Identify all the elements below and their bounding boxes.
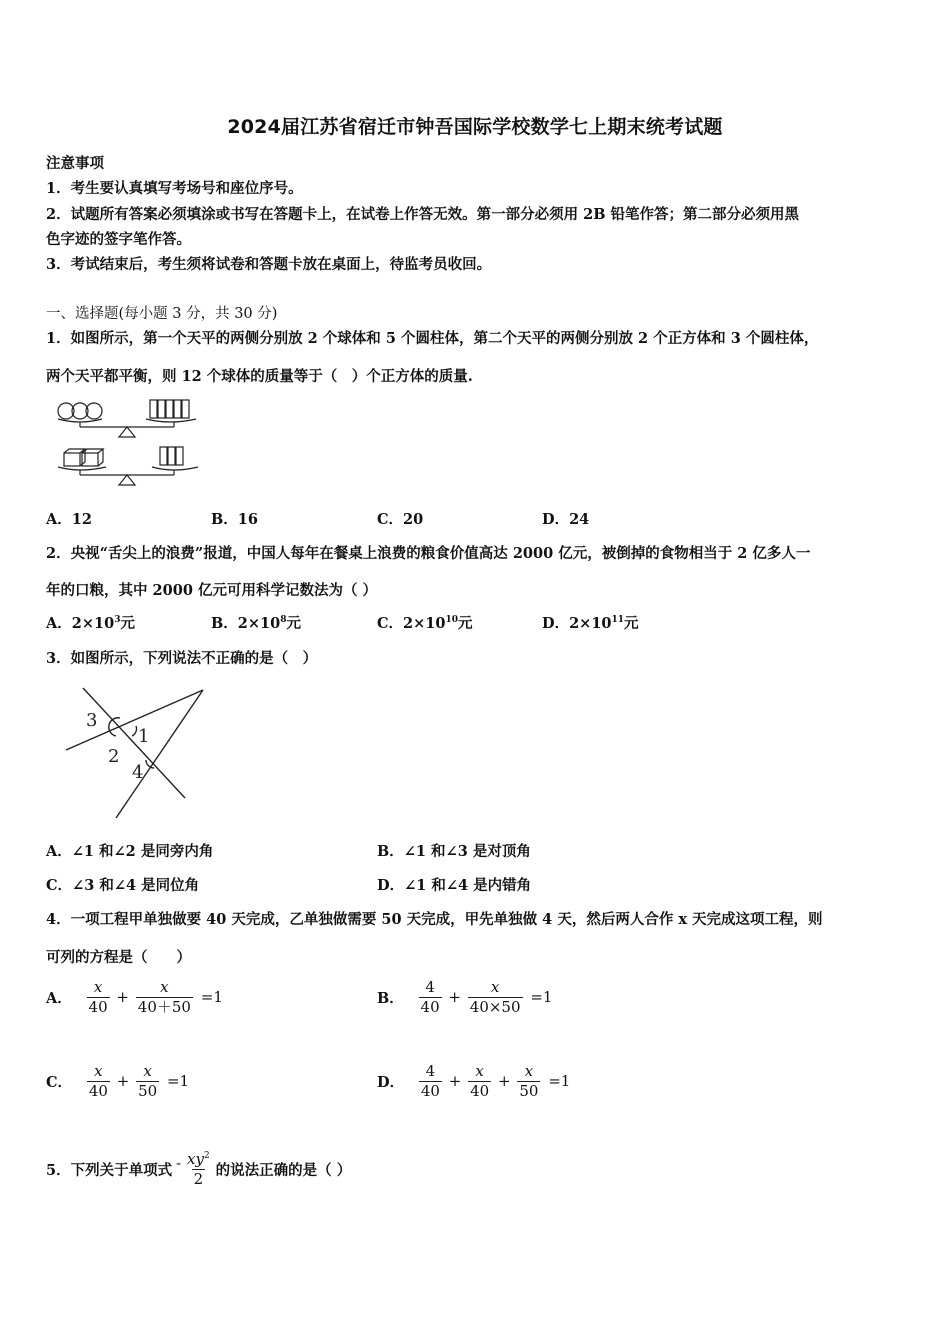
option-label: B．: [377, 989, 404, 1007]
numerator: x: [490, 978, 500, 996]
q4-option-b[interactable]: [377, 978, 552, 1017]
q2-option-b[interactable]: [211, 612, 301, 633]
cylinder: [176, 447, 183, 465]
q5-prefix: 5．下列关于单项式: [46, 1161, 173, 1179]
denominator: 40: [88, 997, 108, 1016]
option-label: D．: [377, 1073, 405, 1091]
cylinder: [160, 447, 167, 465]
option-exponent: 11: [611, 615, 625, 625]
fulcrum-2: [119, 475, 135, 485]
notice-item: 色字迹的签字笔作答。: [46, 231, 191, 248]
q3-stem: 3．如图所示，下列说法不正确的是（ ）: [46, 650, 318, 667]
q3-option-d[interactable]: D．∠1 和∠4 是内错角: [377, 877, 532, 894]
q2-option-a[interactable]: [46, 612, 135, 633]
plus-sign: +: [116, 1072, 130, 1091]
section-heading: 一、选择题(每小题 3 分，共 30 分): [46, 306, 278, 322]
q2-option-c[interactable]: [377, 612, 473, 633]
plus-sign: +: [448, 1072, 462, 1091]
numerator: x: [93, 978, 103, 996]
numerator: [185, 1150, 212, 1169]
numerator: x: [94, 1062, 103, 1080]
option-label: A．: [46, 615, 72, 632]
q1-option-a[interactable]: A．12: [46, 511, 92, 528]
notice-item: 3．考试结束后，考生须将试卷和答题卡放在桌面上，待监考员收回。: [46, 256, 492, 273]
option-label: C．: [46, 1073, 73, 1091]
q5-suffix: 的说法正确的是（ ）: [215, 1161, 352, 1179]
equals-one: =1: [200, 988, 223, 1007]
cylinder: [150, 400, 157, 418]
q1-stem-line2: 两个天平都平衡，则 12 个球体的质量等于（ ）个正方体的质量.: [46, 368, 473, 385]
option-base: 2×10: [403, 615, 446, 632]
q4-option-d[interactable]: [377, 1062, 570, 1101]
option-label: B．: [211, 615, 238, 632]
q4-option-c[interactable]: [46, 1062, 189, 1101]
option-unit: 元: [458, 615, 473, 632]
numerator-base: xy: [187, 1150, 204, 1168]
plus-sign: +: [497, 1072, 511, 1091]
cylinder: [168, 447, 175, 465]
denominator: 50: [519, 1081, 539, 1100]
q4-option-a[interactable]: [46, 978, 223, 1017]
option-base: 2×10: [569, 615, 612, 632]
fraction: [419, 1062, 442, 1101]
option-unit: 元: [624, 615, 639, 632]
denominator: 2: [193, 1169, 204, 1188]
fraction: [87, 978, 110, 1017]
fulcrum: [119, 427, 135, 437]
plus-sign: +: [448, 988, 461, 1007]
fraction: [468, 1062, 491, 1101]
denominator: 40＋50: [137, 997, 191, 1016]
q2-stem-line1: 2．央视“舌尖上的浪费”报道，中国人每年在餐桌上浪费的粮食价值高达 2000 亿元，被倒掉的食物相当于 2 亿多人一: [46, 545, 811, 562]
q2-stem-line2: 年的口粮，其中 2000 亿元可用科学记数法为（ ）: [46, 582, 377, 599]
cylinder: [182, 400, 189, 418]
angle-label-1: 1: [138, 726, 150, 747]
notice-item: 1．考生要认真填写考场号和座位序号。: [46, 180, 303, 197]
q4-stem-line1: 4．一项工程甲单独做要 40 天完成，乙单独做需要 50 天完成，甲先单独做 4 天，然后两人合作 x 天完成这项工程，则: [46, 911, 823, 928]
left-pan-2: [58, 467, 106, 470]
option-label: D．: [542, 615, 570, 632]
minus-sign: -: [176, 1156, 181, 1173]
option-label: A．: [46, 989, 72, 1007]
right-pan: [146, 419, 196, 422]
fraction: [136, 1062, 159, 1101]
equals-one: =1: [530, 988, 553, 1007]
denominator: 40: [88, 1081, 108, 1100]
right-pan-2: [152, 467, 198, 470]
cylinder: [158, 400, 165, 418]
denominator: 40: [470, 1081, 490, 1100]
q4-stem-line2: 可列的方程是（ ）: [46, 949, 191, 966]
plus-sign: +: [116, 988, 129, 1007]
q3-option-b[interactable]: B．∠1 和∠3 是对顶角: [377, 843, 531, 860]
cylinder: [166, 400, 173, 418]
q1-option-d[interactable]: D．24: [542, 511, 590, 528]
cylinder: [174, 400, 181, 418]
numerator-exponent: 2: [203, 1151, 210, 1161]
q2-option-d[interactable]: [542, 612, 639, 633]
fraction: [136, 978, 193, 1017]
q1-option-c[interactable]: C．20: [377, 511, 424, 528]
fraction: [517, 1062, 540, 1101]
equals-one: =1: [166, 1072, 190, 1091]
q1-balance-figure: [52, 395, 208, 490]
monomial-fraction: [185, 1150, 212, 1189]
angle-arc: [132, 726, 137, 736]
notice-item: 2．试题所有答案必须填涂或书写在答题卡上，在试卷上作答无效。第一部分必须用 2B 铅笔作答；第二部分必须用黑: [46, 206, 800, 223]
fraction: [419, 978, 442, 1017]
q3-lines-figure: [58, 680, 218, 825]
option-exponent: 8: [280, 615, 287, 625]
q1-option-b[interactable]: B．16: [211, 511, 258, 528]
option-unit: 元: [120, 615, 135, 632]
q3-option-c[interactable]: C．∠3 和∠4 是同位角: [46, 877, 200, 894]
option-base: 2×10: [237, 615, 281, 632]
q1-stem-line1: 1．如图所示，第一个天平的两侧分别放 2 个球体和 5 个圆柱体，第二个天平的两侧分别放 2 个正方体和 3 个圆柱体，: [46, 330, 819, 347]
q3-option-a[interactable]: A．∠1 和∠2 是同旁内角: [46, 843, 214, 860]
notice-heading: 注意事项: [46, 155, 104, 172]
denominator: 40: [420, 1081, 440, 1100]
numerator: 4: [425, 978, 435, 996]
numerator: x: [143, 1062, 152, 1080]
cube: [64, 453, 80, 466]
option-exponent: 10: [445, 615, 458, 625]
numerator: x: [524, 1062, 534, 1080]
denominator: 40×50: [469, 997, 521, 1016]
option-base: 2×10: [71, 615, 115, 632]
fraction: [468, 978, 523, 1017]
equals-one: =1: [548, 1072, 571, 1091]
fraction: [87, 1062, 110, 1101]
page-title: 2024届江苏省宿迁市钟吾国际学校数学七上期末统考试题: [227, 116, 723, 138]
angle-label-2: 2: [108, 746, 120, 767]
angle-label-3: 3: [86, 710, 98, 731]
denominator: 50: [138, 1081, 158, 1100]
option-label: C．: [377, 615, 404, 632]
numerator: 4: [425, 1062, 436, 1080]
denominator: 40: [420, 997, 440, 1016]
q5-stem: [46, 1150, 351, 1189]
angle-label-4: 4: [132, 762, 144, 783]
numerator: x: [475, 1062, 484, 1080]
option-exponent: 3: [114, 615, 121, 625]
numerator: x: [160, 978, 169, 996]
option-unit: 元: [286, 615, 301, 632]
